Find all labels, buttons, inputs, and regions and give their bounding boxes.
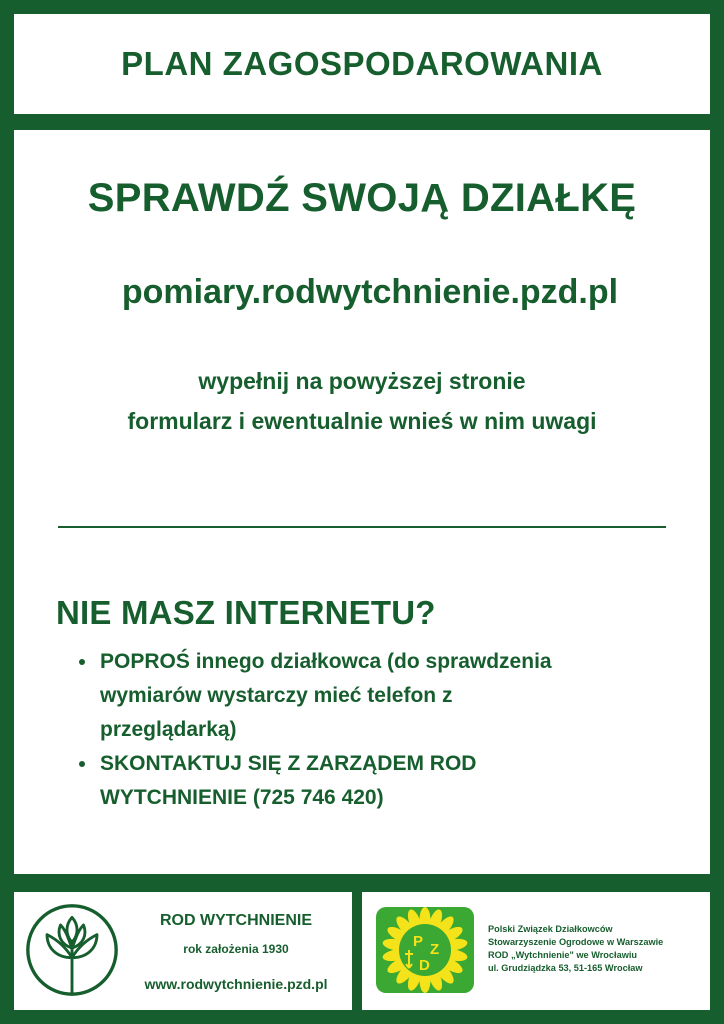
rod-name: ROD WYTCHNIENIE	[160, 912, 312, 929]
lotus-flower-icon	[24, 902, 120, 998]
bullet-list	[74, 645, 568, 815]
rod-founded: rok założenia 1930	[183, 942, 289, 956]
pzd-address	[488, 923, 708, 975]
main-panel	[14, 130, 710, 874]
instruction-line-1: wypełnij na powyższej stronie	[198, 368, 526, 394]
page-title: PLAN ZAGOSPODAROWANIA	[121, 45, 603, 82]
org-line-1: Polski Związek Działkowców	[488, 924, 613, 934]
headline: SPRAWDŹ SWOJĄ DZIAŁKĘ	[87, 176, 637, 220]
divider	[58, 526, 666, 528]
footer-rod-panel	[14, 892, 352, 1010]
measurement-url: pomiary.rodwytchnienie.pzd.pl	[121, 273, 619, 311]
org-line-2: Stowarzyszenie Ogrodowe w Warszawie	[488, 937, 664, 947]
rod-website: www.rodwytchnienie.pzd.pl	[144, 976, 328, 992]
pzd-letter-p: P	[413, 933, 424, 950]
pzd-letter-z: Z	[430, 941, 440, 958]
no-internet-heading: NIE MASZ INTERNETU?	[56, 594, 436, 631]
org-line-4: ul. Grudziądzka 53, 51-165 Wrocław	[488, 963, 643, 973]
list-item: • SKONTAKTUJ SIĘ Z ZARZĄDEM ROD WYTCHNIENIE (725 746 420)	[98, 747, 568, 815]
footer-pzd-panel	[362, 892, 710, 1010]
pzd-letter-d: D	[419, 957, 430, 974]
list-item: • POPROŚ innego działkowca (do sprawdzenia wymiarów wystarczy mieć telefon z przeglądarką)	[98, 645, 568, 747]
pzd-sunflower-logo	[375, 906, 475, 994]
instruction-line-2: formularz i ewentualnie wnieś w nim uwagi	[127, 408, 597, 434]
org-line-3: ROD „Wytchnienie" we Wrocławiu	[488, 950, 638, 960]
header-panel	[14, 14, 710, 114]
